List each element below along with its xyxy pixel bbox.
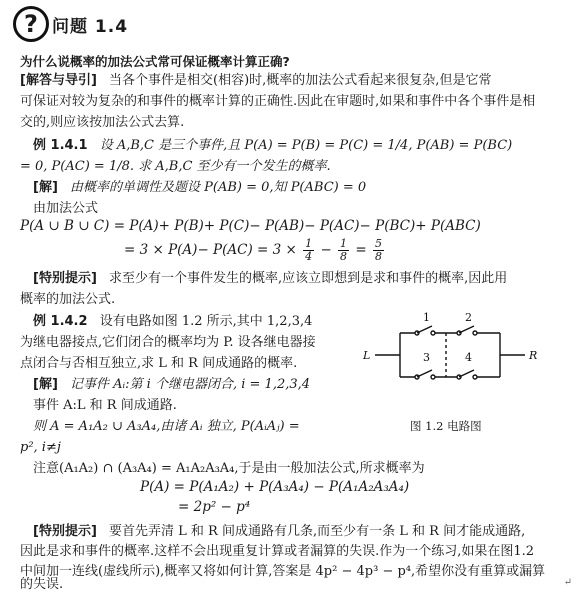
tip-label-2: [特别提示] bbox=[33, 524, 97, 539]
switch-1-right-contact bbox=[431, 331, 435, 335]
example-2-tip-line-4: 的失误. bbox=[20, 577, 64, 592]
switch-4-blade bbox=[459, 370, 474, 377]
fraction-five-eighths: $\frac{5}{8}$ bbox=[374, 237, 382, 263]
formula-result: = 3 × P(A)− P(AC) = 3 × $\frac{1}{4}$ − $\frac{1}{8}$ = $\frac{5}{8}$ bbox=[124, 237, 382, 263]
terminal-R: R bbox=[529, 349, 538, 362]
figure-caption: 图 1.2 电路图 bbox=[410, 419, 482, 433]
example-2-solution-line-4: p², i≠j bbox=[20, 440, 61, 455]
example-1-tip-line-2: 概率的加法公式. bbox=[20, 292, 116, 307]
intro-label: [解答与导引] bbox=[20, 73, 97, 88]
terminal-L: L bbox=[363, 349, 371, 362]
node-label-2: 2 bbox=[465, 311, 472, 324]
example-1-tip-line-1: [特别提示] 求至少有一个事件发生的概率,应该立即想到是求和事件的概率,因此用 bbox=[33, 271, 508, 286]
example-2-line-1: 例 1.4.2 设有电路如图 1.2 所示,其中 1,2,3,4 bbox=[33, 314, 313, 329]
solution-label: [解] bbox=[33, 180, 58, 195]
example-1-line-2: = 0, P(AC) = 1/8. 求 A,B,C 至少有一个发生的概率. bbox=[20, 159, 331, 174]
fraction-one-quarter: $\frac{1}{4}$ bbox=[305, 237, 313, 263]
solution-label-2: [解] bbox=[33, 377, 58, 392]
example-1-solution-line: [解] 由概率的单调性及题设 P(AB) = 0,知 P(ABC) = 0 bbox=[33, 180, 367, 195]
example-2-tip-line-3: 中间加一连线(虚线所示),概率又将如何计算,答案是 4p² − 4p³ − p⁴,希望你没有重算或漏算 bbox=[20, 564, 546, 579]
example-1-label: 例 1.4.1 bbox=[33, 138, 88, 153]
example-2-label: 例 1.4.2 bbox=[33, 314, 88, 329]
circuit-diagram bbox=[355, 305, 565, 415]
switch-3-right-contact bbox=[431, 375, 435, 379]
example-2-solution-line-2: 事件 A:L 和 R 间成通路. bbox=[33, 398, 177, 413]
paragraph-end-mark: ↵ bbox=[563, 577, 572, 588]
example-2-line-3: 点闭合与否相互独立,求 L 和 R 间成通路的概率. bbox=[20, 356, 298, 371]
example-2-solution-line-3: 则 A = A₁A₂ ∪ A₃A₄,由诸 Aᵢ 独立, P(AᵢAⱼ) = bbox=[33, 419, 300, 434]
example-2-solution-line-1: [解] 记事件 Aᵢ:第 i 个继电器闭合, i = 1,2,3,4 bbox=[33, 377, 311, 392]
switch-4-right-contact bbox=[473, 375, 477, 379]
node-label-1: 1 bbox=[423, 311, 430, 324]
example-2-line-2: 为继电器接点,它们闭合的概率均为 P. 设各继电器接 bbox=[20, 335, 316, 350]
intro-line-3: 交的,则应该按加法公式去算. bbox=[20, 115, 185, 130]
question-icon: ? bbox=[13, 6, 49, 42]
formula-probability: P(A) = P(A₁A₂) + P(A₃A₄) − P(A₁A₂A₃A₄) bbox=[140, 479, 410, 495]
node-label-3: 3 bbox=[423, 351, 430, 364]
section-title: 问题 1.4 bbox=[52, 17, 129, 37]
node-label-4: 4 bbox=[465, 351, 472, 364]
fraction-one-eighth: $\frac{1}{8}$ bbox=[340, 237, 348, 263]
intro-line-2: 可保证对较为复杂的和事件的概率计算的正确性.因此在审题时,如果和事件中各个事件是相 bbox=[20, 94, 536, 109]
switch-2-right-contact bbox=[473, 331, 477, 335]
example-1-solution-line-2: 由加法公式 bbox=[33, 201, 99, 216]
example-2-tip-line-2: 因此是求和事件的概率.这样不会出现重复计算或者漏算的失误.作为一个练习,如果在图1.2 bbox=[20, 544, 535, 559]
formula-union: P(A ∪ B ∪ C) = P(A)+ P(B)+ P(C)− P(AB)− P(AC)− P(BC)+ P(ABC) bbox=[20, 218, 481, 234]
switch-3-blade bbox=[417, 370, 432, 377]
switch-1-blade bbox=[417, 326, 432, 333]
example-1-line-1: 例 1.4.1 设 A,B,C 是三个事件,且 P(A) = P(B) = P(C) = 1/4, P(AB) = P(BC) bbox=[33, 138, 513, 153]
switch-2-blade bbox=[459, 326, 474, 333]
tip-label: [特别提示] bbox=[33, 271, 97, 286]
example-2-solution-line-5: 注意(A₁A₂) ∩ (A₃A₄) = A₁A₂A₃A₄,于是由一般加法公式,所求概率为 bbox=[33, 461, 425, 476]
example-2-tip-line-1: [特别提示] 要首先弄清 L 和 R 间成通路有几条,而至少有一条 L 和 R 间才能成通路, bbox=[33, 524, 526, 539]
intro-line-1: [解答与导引] 当各个事件是相交(相容)时,概率的加法公式看起来很复杂,但是它常 bbox=[20, 73, 492, 88]
formula-probability-result: = 2p² − p⁴ bbox=[178, 499, 251, 515]
question-text: 为什么说概率的加法公式常可保证概率计算正确? bbox=[20, 54, 290, 69]
